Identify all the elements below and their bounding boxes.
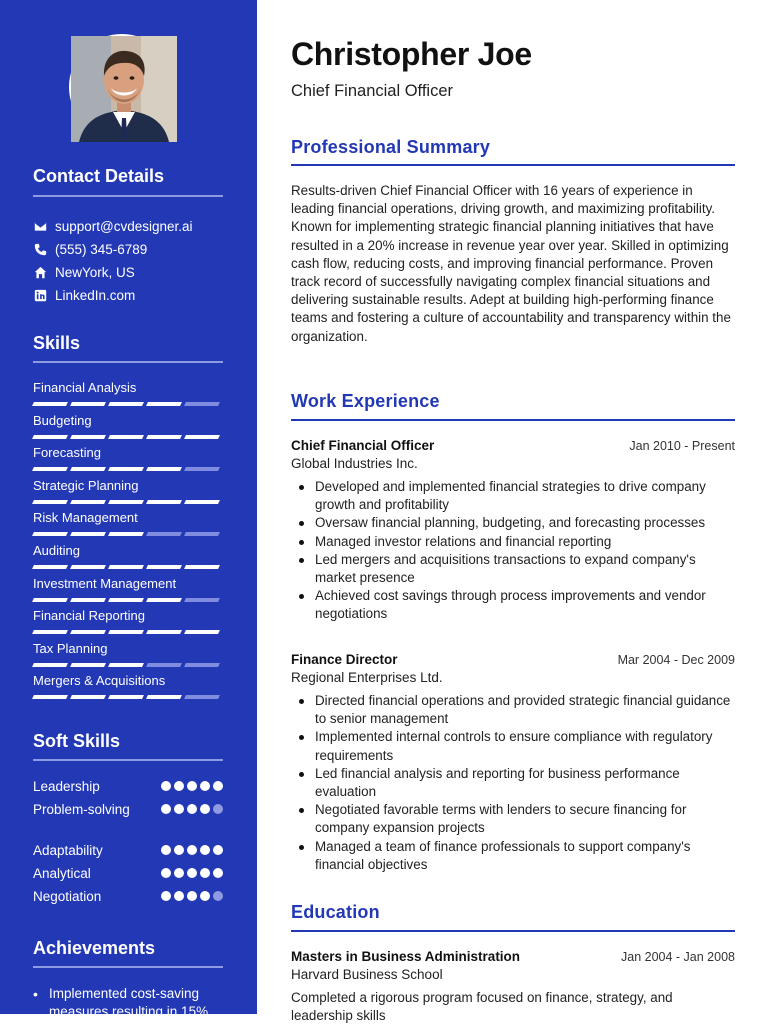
experience-heading: Work Experience [291, 391, 440, 411]
skill-level-segment [146, 695, 182, 699]
achievement-text: Implemented cost-saving measures resulting in 15% [49, 986, 209, 1019]
skill-level-bar [33, 500, 223, 504]
rating-dot [161, 781, 171, 791]
rating-dot [174, 891, 184, 901]
skill-level-segment [146, 598, 182, 602]
education-heading: Education [291, 902, 380, 922]
skill-level-segment [108, 532, 144, 536]
profile-photo [69, 34, 175, 140]
location-text: NewYork, US [55, 264, 135, 280]
skill-level-segment [108, 467, 144, 471]
skill-label: Forecasting [33, 445, 101, 461]
contact-linkedin[interactable] [33, 286, 135, 304]
soft-skill-rating [158, 868, 223, 878]
soft-skill-rating [158, 804, 223, 814]
skill-level-segment [108, 663, 144, 667]
skill-level-segment [108, 435, 144, 439]
skill-label: Strategic Planning [33, 477, 139, 493]
achievements-divider [33, 966, 223, 968]
rating-dot [174, 868, 184, 878]
skill-level-segment [70, 532, 106, 536]
skill-level-segment [184, 663, 220, 667]
skill-level-segment [146, 663, 182, 667]
skill-label: Risk Management [33, 510, 138, 526]
skill-level-bar [33, 630, 223, 634]
skill-label: Mergers & Acquisitions [33, 673, 166, 689]
linkedin-text: LinkedIn.com [55, 287, 136, 303]
rating-dot [213, 868, 223, 878]
skill-level-segment [70, 467, 106, 471]
soft-skill-rating [158, 781, 223, 791]
candidate-title: Chief Financial Officer [291, 82, 454, 100]
skill-level-segment [108, 565, 144, 569]
skill-level-segment [184, 500, 220, 504]
skill-level-segment [32, 500, 68, 504]
summary-text: Results-driven Chief Financial Officer with 16 years of experience in leading financial operations, driving growth, and maximizing profitability. Known for implementing strategic financial planning initiatives that have resulted in a 20% increase in revenue year over year. Skilled in optimizing cash flow, reducing costs, and improving financial performance. Proven track record of successfully navigating complex financial situations and delivering sustainable results. Adept at building high-performing finance teams and fostering a culture of accountability and transparency within the organization. [291, 183, 731, 344]
email-text: support@cvdesigner.ai [55, 218, 193, 234]
rating-dot [200, 804, 210, 814]
job-company: Regional Enterprises Ltd. [291, 670, 443, 685]
phone-icon [33, 242, 47, 256]
rating-dot [200, 845, 210, 855]
soft-skill-item [33, 841, 223, 859]
skill-level-segment [70, 630, 106, 634]
achievement-item [33, 985, 223, 1021]
soft-skill-label: Analytical [33, 865, 91, 881]
skill-level-segment [146, 402, 182, 406]
skill-level-bar [33, 402, 223, 406]
skill-item [33, 445, 223, 471]
list-item: Led mergers and acquisitions transactions to expand company's market presence [297, 551, 737, 587]
skill-item [33, 641, 223, 667]
summary-heading: Professional Summary [291, 137, 491, 157]
skill-item [33, 510, 223, 536]
skill-label: Budgeting [33, 412, 92, 428]
education-degree: Masters in Business Administration [291, 949, 521, 964]
skill-level-segment [70, 500, 106, 504]
skill-label: Auditing [33, 543, 80, 558]
skill-level-segment [184, 598, 220, 602]
list-item: Managed investor relations and financial reporting [297, 533, 737, 551]
soft-skill-label: Problem-solving [33, 801, 130, 817]
experience-divider [291, 419, 735, 421]
contact-phone[interactable] [33, 240, 147, 258]
skill-level-segment [70, 565, 106, 569]
list-item: Directed financial operations and provided strategic financial guidance to senior management [297, 692, 737, 728]
skill-item [33, 608, 223, 634]
skill-level-segment [70, 598, 106, 602]
skill-level-segment [108, 598, 144, 602]
soft-skills-divider [33, 759, 223, 761]
skill-level-segment [32, 532, 68, 536]
skill-level-segment [184, 402, 220, 406]
sidebar [0, 0, 257, 1019]
skill-level-bar [33, 663, 223, 667]
contact-email[interactable] [33, 217, 193, 235]
job-title: Chief Financial Officer [291, 438, 435, 453]
soft-skill-rating [158, 891, 223, 901]
rating-dot [174, 781, 184, 791]
skill-level-segment [146, 435, 182, 439]
skill-item [33, 673, 223, 699]
skill-level-segment [146, 500, 182, 504]
rating-dot [200, 891, 210, 901]
job-bullets [297, 478, 737, 624]
skill-level-segment [70, 695, 106, 699]
education-divider [291, 930, 735, 932]
education-school: Harvard Business School [291, 967, 443, 982]
skill-label: Financial Analysis [33, 380, 137, 395]
skill-item [33, 380, 223, 406]
skill-item [33, 413, 223, 439]
skill-level-segment [32, 598, 68, 602]
soft-skill-item [33, 887, 223, 905]
bullet-icon: • [33, 986, 38, 1002]
rating-dot [187, 891, 197, 901]
soft-skill-label: Adaptability [33, 842, 103, 858]
skill-level-segment [184, 565, 220, 569]
skill-level-bar [33, 435, 223, 439]
soft-skill-label: Leadership [33, 778, 100, 794]
list-item: Implemented internal controls to ensure compliance with regulatory requirements [297, 728, 737, 764]
skill-level-segment [184, 695, 220, 699]
job-title: Finance Director [291, 652, 398, 667]
rating-dot [200, 868, 210, 878]
skills-divider [33, 361, 223, 363]
skill-level-segment [70, 402, 106, 406]
phone-text: (555) 345-6789 [55, 241, 148, 257]
soft-skills-heading: Soft Skills [33, 731, 121, 751]
candidate-name: Christopher Joe [291, 36, 532, 72]
achievements-heading: Achievements [33, 938, 156, 958]
skill-level-segment [32, 467, 68, 471]
education-description: Completed a rigorous program focused on finance, strategy, and leadership skills [291, 990, 673, 1024]
list-item: Developed and implemented financial strategies to drive company growth and profitability [297, 478, 737, 514]
skill-level-bar [33, 467, 223, 471]
contact-divider [33, 195, 223, 197]
skill-level-segment [184, 532, 220, 536]
skill-level-bar [33, 532, 223, 536]
rating-dot [187, 868, 197, 878]
skill-label: Investment Management [33, 575, 177, 591]
home-icon [33, 265, 47, 279]
skill-level-segment [146, 565, 182, 569]
rating-dot [213, 804, 223, 814]
soft-skill-item [33, 800, 223, 818]
rating-dot [187, 781, 197, 791]
skill-level-segment [146, 532, 182, 536]
list-item: Led financial analysis and reporting for business performance evaluation [297, 765, 737, 801]
skill-level-segment [108, 500, 144, 504]
skill-level-segment [146, 630, 182, 634]
soft-skill-item [33, 777, 223, 795]
soft-skill-item [33, 864, 223, 882]
linkedin-icon [33, 288, 47, 302]
skill-level-bar [33, 598, 223, 602]
skill-level-segment [70, 435, 106, 439]
skill-level-segment [32, 565, 68, 569]
skill-level-segment [184, 467, 220, 471]
job-dates: Mar 2004 - Dec 2009 [617, 653, 735, 667]
skill-level-segment [108, 695, 144, 699]
job-bullets [297, 692, 737, 874]
soft-skill-rating [158, 845, 223, 855]
skill-level-segment [108, 630, 144, 634]
rating-dot [161, 891, 171, 901]
rating-dot [161, 845, 171, 855]
skill-level-segment [108, 402, 144, 406]
skill-level-segment [32, 435, 68, 439]
skill-level-bar [33, 565, 223, 569]
skill-level-segment [32, 402, 68, 406]
skill-level-segment [32, 630, 68, 634]
job-company: Global Industries Inc. [291, 456, 418, 471]
skill-label: Financial Reporting [33, 608, 146, 624]
summary-divider [291, 164, 735, 166]
soft-skill-label: Negotiation [33, 888, 102, 904]
rating-dot [213, 845, 223, 855]
skill-level-segment [184, 630, 220, 634]
rating-dot [187, 804, 197, 814]
skill-level-segment [146, 467, 182, 471]
skill-item [33, 576, 223, 602]
contact-heading: Contact Details [33, 166, 165, 186]
rating-dot [213, 781, 223, 791]
rating-dot [161, 804, 171, 814]
list-item: Managed a team of finance professionals to support company's financial objectives [297, 838, 737, 874]
rating-dot [174, 845, 184, 855]
list-item: Negotiated favorable terms with lenders to secure financing for company expansion projects [297, 801, 737, 837]
list-item: Oversaw financial planning, budgeting, and forecasting processes [297, 514, 737, 532]
skills-heading: Skills [33, 333, 81, 353]
skill-level-segment [70, 663, 106, 667]
rating-dot [161, 868, 171, 878]
education-dates: Jan 2004 - Jan 2008 [621, 950, 735, 964]
rating-dot [200, 781, 210, 791]
rating-dot [213, 891, 223, 901]
rating-dot [174, 804, 184, 814]
job-dates: Jan 2010 - Present [629, 439, 735, 453]
skill-item [33, 478, 223, 504]
skill-level-segment [32, 663, 68, 667]
rating-dot [187, 845, 197, 855]
skill-level-segment [184, 435, 220, 439]
skill-label: Tax Planning [33, 640, 108, 656]
skill-level-segment [32, 695, 68, 699]
email-icon [33, 219, 47, 233]
skill-item [33, 543, 223, 569]
list-item: Achieved cost savings through process improvements and vendor negotiations [297, 587, 737, 623]
contact-location [33, 263, 135, 281]
skill-level-bar [33, 695, 223, 699]
